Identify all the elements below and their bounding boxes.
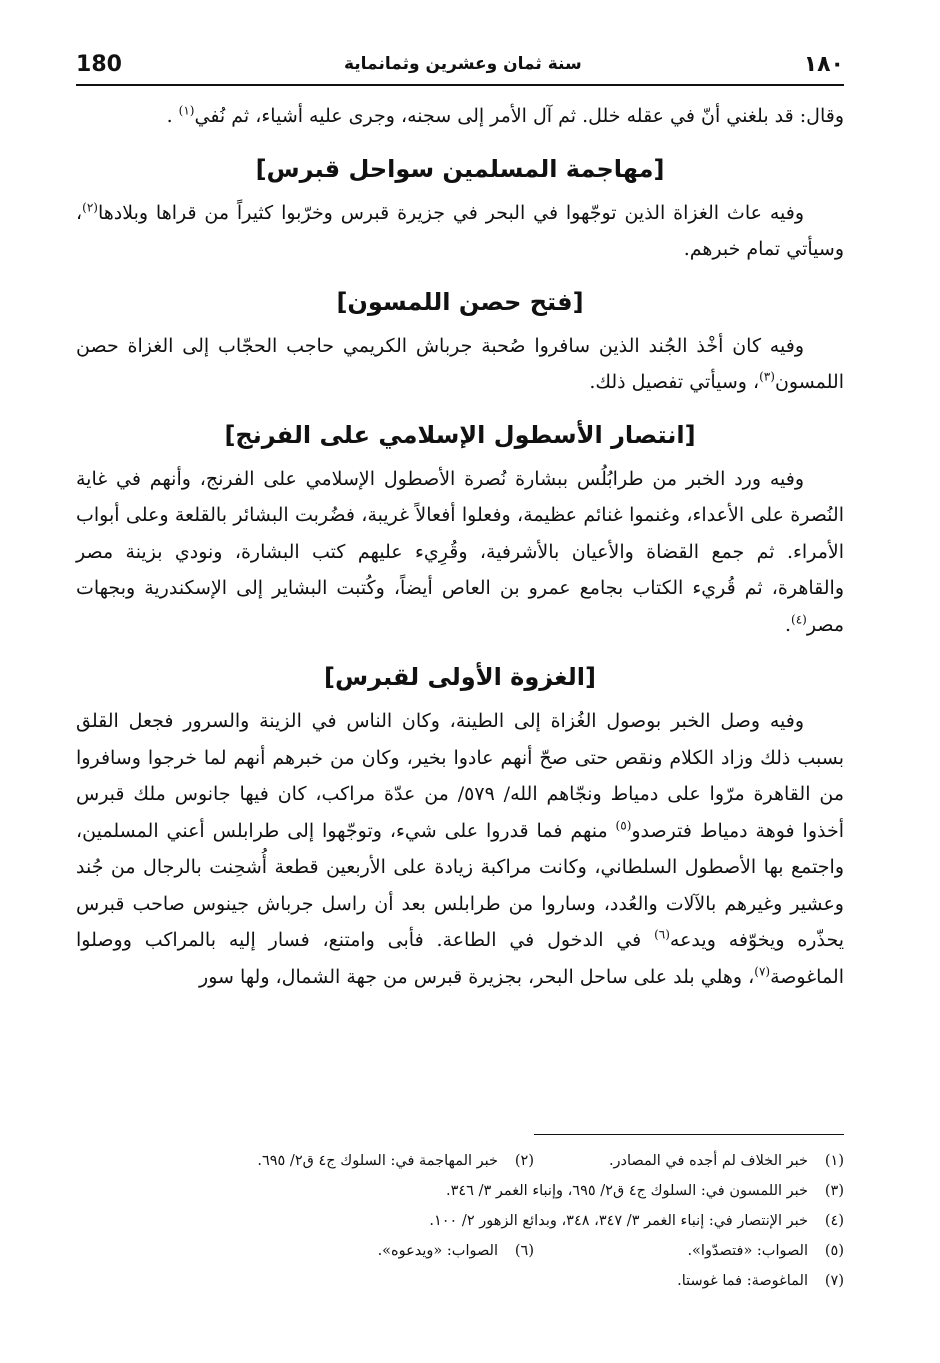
section-heading: [مهاجمة المسلمين سواحل قبرس] xyxy=(255,154,665,183)
page-body xyxy=(76,98,844,995)
footnote: (٥) الصواب: «فتصدّوا». xyxy=(687,1243,844,1259)
section-heading: [الغزوة الأولى لقبرس] xyxy=(324,663,596,691)
page-header xyxy=(76,44,844,86)
section-heading: [انتصار الأسطول الإسلامي على الفرنج] xyxy=(224,420,696,449)
running-title: سنة ثمان وعشرين وثمانماية xyxy=(343,54,582,74)
footnote: (٧) الماغوصة: فما غوستا. xyxy=(677,1273,844,1289)
footnote: (٤) خبر الإنتصار في: إنباء الغمر ٣/ ٣٤٧، ٣٤٨، وبدائع الزهور ٢/ ١٠٠. xyxy=(429,1213,844,1229)
footnote: (٣) خبر اللمسون في: السلوك ج٤ ق٢/ ٦٩٥، وإنباء الغمر ٣/ ٣٤٦. xyxy=(446,1183,844,1199)
footnote-ref: (٥) xyxy=(615,818,632,833)
footnote: (١) خبر الخلاف لم أجده في المصادر. xyxy=(608,1153,844,1169)
intro-paragraph: وقال: قد بلغني أنّ في عقله خلل. ثم آل الأمر إلى سجنه، وجرى عليه أشياء، ثم نُفي$^{(١)}$ . xyxy=(166,103,844,127)
section-paragraph: وفيه وصل الخبر بوصول الغُزاة إلى الطينة، وكان الناس في الزينة والسرور فجعل القلق بسبب ذلك وزاد الكلام ونقص حتى صحّ أنهم عادوا بخير، وكان من خبرهم أنهم لما خرجوا وسافروا من القاهرة مرّوا على دمياط ونجّاهم الله/ ٥٧٩/ من عدّة مراكب، كان فيها جانوس ملك قبرس أخذوا فوهة دمياط فترصدو$^{(٥)}$ منهم فما قدروا على شيء، وتوجّهوا إلى طرابلس أعني المسلمين، واجتمع بها الأصطول السلطاني، وكانت مراكبة زيادة على الأربعين قطعة أُشحِنت بالرجال من جُند وعشير وغيرهم بالآلات والعُدد، وساروا من طرابلس بعد أن راسل جرباش جينوس صاحب قبرس يحذّره ويخوّفه ويدعه$^{(٦)}$ في الدخول في الطاعة. فأبى وامتنع، فسار إليه بالمراكب ووصلوا الماغوصة$^{(٧)}$، وهلي بلد على ساحل البحر، بجزيرة قبرس من جهة الشمال، ولها سور xyxy=(76,710,845,988)
page-number-arabic: ١٨٠ xyxy=(803,51,844,77)
footnote-divider xyxy=(534,1134,844,1135)
footnote-row xyxy=(76,1206,844,1236)
footnote-ref: (١) xyxy=(178,103,195,118)
footnote: (٦) الصواب: «ويدعوه». xyxy=(377,1243,534,1259)
footnotes xyxy=(76,1146,844,1296)
page-number-latin: 180 xyxy=(76,51,122,77)
section-paragraph: وفيه عاث الغزاة الذين توجّهوا في البحر في جزيرة قبرس وخرّبوا كثيراً من قراها وبلادها$^{(٢)}$، وسيأتي تمام خبرهم. xyxy=(76,200,844,260)
section-paragraph: وفيه ورد الخبر من طرابُلُس ببشارة نُصرة الأصطول الإسلامي على الفرنج، وأنهم في غاية النُصرة على الأعداء، وغنموا غنائم عظيمة، وفعلوا أفعالاً غريبة، فضُربت البشائر بالقلعة وعلى أبواب الأمراء. ثم جمع القضاة والأعيان بالأشرفية، وقُرِيء عليهم كتب البشارة، ونودي بزينة مصر والقاهرة، ثم قُريء الكتاب بجامع عمرو بن العاص أيضاً، وكُتبت البشاير إلى الإسكندرية وبجهات مصر$^{(٤)}$. xyxy=(76,467,844,636)
footnote-ref: (٤) xyxy=(791,612,807,627)
footnote-ref: (٢) xyxy=(82,200,98,215)
footnote: (٢) خبر المهاجمة في: السلوك ج٤ ق٢/ ٦٩٥. xyxy=(257,1153,534,1169)
footnote-row xyxy=(76,1266,844,1296)
section-heading: [فتح حصن اللمسون] xyxy=(336,287,584,316)
footnote-row xyxy=(76,1176,844,1206)
footnote-row xyxy=(76,1236,844,1266)
footnote-row xyxy=(76,1146,844,1176)
footnote-ref: (٦) xyxy=(654,927,670,942)
footnote-ref: (٣) xyxy=(759,369,775,384)
footnote-ref: (٧) xyxy=(754,964,771,979)
section-paragraph: وفيه كان أخْذ الجُند الذين سافروا صُحبة جرباش الكريمي حاجب الحجّاب إلى الغزاة حصن اللمسون$^{(٣)}$، وسيأتي تفصيل ذلك. xyxy=(76,334,844,393)
